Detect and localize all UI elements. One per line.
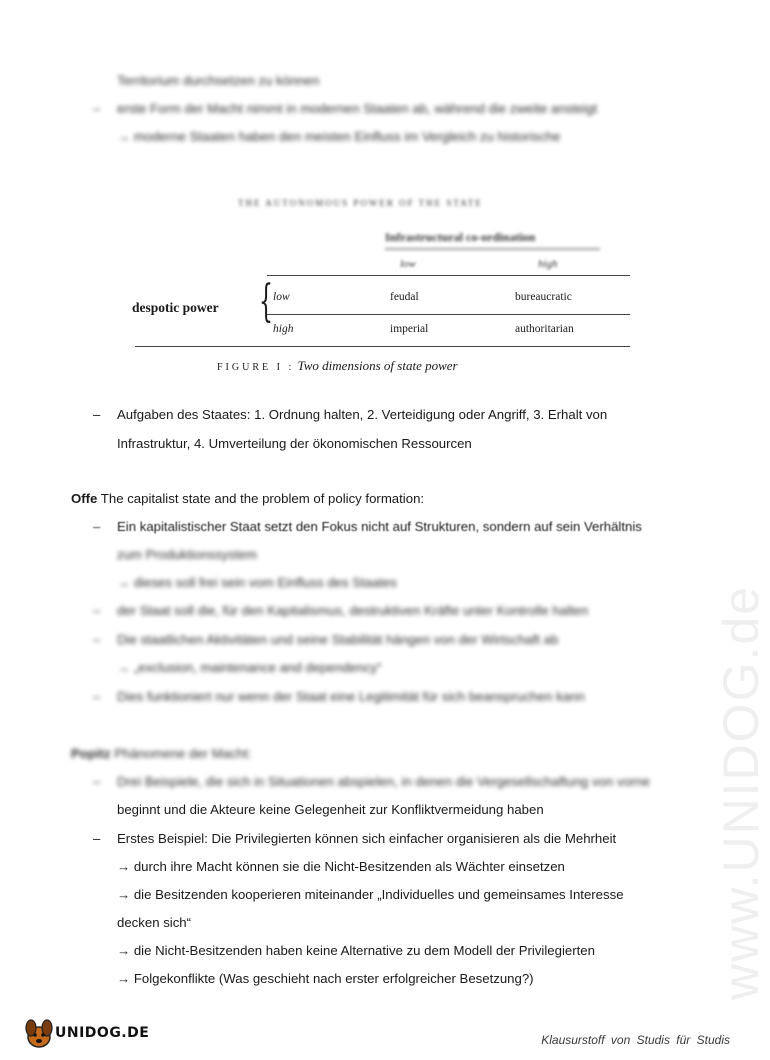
figure-caption-label: FIGURE I : xyxy=(217,362,295,373)
figure-divider xyxy=(385,248,600,250)
offe-bullet-1-line-2: zum Produktionssystem xyxy=(117,547,257,562)
blurred-line: Territorium durchsetzen zu können xyxy=(117,73,320,88)
figure-col-low: low xyxy=(400,258,416,270)
figure-column-header: Infrastructural co-ordination xyxy=(385,230,536,244)
figure-col-high: high xyxy=(538,258,558,270)
figure-row-low: low xyxy=(273,291,290,303)
popitz-heading xyxy=(71,745,251,763)
popitz-bullet-1-line-1: Drei Beispiele, die sich in Situationen abspielen, in denen die Vergesellschaftung von vorne xyxy=(117,774,650,789)
bullet-dash: – xyxy=(93,774,101,789)
popitz-arrow-2-line-2: decken sich“ xyxy=(117,915,192,930)
offe-name: Offe xyxy=(71,491,98,506)
figure-caption xyxy=(217,358,458,374)
bullet-dash: – xyxy=(93,831,101,846)
figure-rule xyxy=(135,346,630,347)
figure-rule xyxy=(267,314,630,315)
blurred-line: erste Form der Macht nimmt in modernen Staaten ab, während die zweite ansteigt xyxy=(117,101,598,116)
aufgaben-line-2: Infrastruktur, 4. Umverteilung der ökonomischen Ressourcen xyxy=(117,436,472,451)
figure-cell-authoritarian: authoritarian xyxy=(515,323,574,335)
popitz-title: Phänomene der Macht: xyxy=(110,746,252,761)
offe-bullet-4: Dies funktioniert nur wenn der Staat eine Legitimität für sich beanspruchen kann xyxy=(117,689,585,704)
state-power-figure xyxy=(130,190,630,380)
bullet-dash: – xyxy=(93,407,101,422)
aufgaben-line-1: Aufgaben des Staates: 1. Ordnung halten, 2. Verteidigung oder Angriff, 3. Erhalt von xyxy=(117,407,608,422)
popitz-arrow-1: → durch ihre Macht können sie die Nicht-Besitzenden als Wächter einsetzen xyxy=(117,859,565,874)
watermark: www.UNIDOG.de xyxy=(713,585,769,1000)
popitz-arrow-2-line-1: → die Besitzenden kooperieren miteinander „Individuelles und gemeinsames Interesse xyxy=(117,887,624,902)
logo-text: UNIDOG.DE xyxy=(55,1025,150,1041)
blurred-line: → moderne Staaten haben den meisten Einfluss im Vergleich zu historische xyxy=(117,129,561,144)
offe-bullet-3-arrow: → „exclusion, maintenance and dependency“ xyxy=(117,660,382,675)
figure-row-header: despotic power xyxy=(132,300,219,315)
popitz-bullet-2: Erstes Beispiel: Die Privilegierten können sich einfacher organisieren als die Mehrheit xyxy=(117,831,617,846)
unidog-logo[interactable] xyxy=(22,1015,152,1051)
bullet-dash: – xyxy=(93,632,101,647)
footer-tagline: Klausurstoff von Studis für Studis xyxy=(541,1033,730,1047)
bullet-dash: – xyxy=(93,519,101,534)
offe-bullet-2: der Staat soll die, für den Kapitalismus, destruktiven Kräfte unter Kontrolle halten xyxy=(117,603,589,618)
figure-cell-bureaucratic: bureaucratic xyxy=(515,291,572,303)
offe-heading xyxy=(71,490,424,508)
bullet-dash: – xyxy=(93,603,101,618)
bullet-dash: – xyxy=(93,101,101,116)
figure-cell-feudal: feudal xyxy=(390,291,419,303)
popitz-bullet-1-line-2: beginnt und die Akteure keine Gelegenheit zur Konfliktvermeidung haben xyxy=(117,802,544,817)
popitz-name: Popitz xyxy=(71,746,111,761)
figure-cell-imperial: imperial xyxy=(390,323,429,335)
brace-icon: { xyxy=(259,276,273,327)
dog-icon xyxy=(22,1015,56,1051)
offe-bullet-1-line-1: Ein kapitalistischer Staat setzt den Fokus nicht auf Strukturen, sondern auf sein Verhältnis xyxy=(117,519,642,534)
figure-caption-text: Two dimensions of state power xyxy=(297,358,458,373)
figure-rule xyxy=(267,275,630,276)
bullet-dash: – xyxy=(93,689,101,704)
popitz-arrow-4: → Folgekonflikte (Was geschieht nach erster erfolgreicher Besetzung?) xyxy=(117,971,534,986)
figure-title: THE AUTONOMOUS POWER OF THE STATE xyxy=(238,198,483,208)
offe-bullet-1-arrow: → dieses soll frei sein vom Einfluss des Staates xyxy=(117,575,397,590)
offe-title: The capitalist state and the problem of policy formation: xyxy=(97,491,425,506)
offe-bullet-3: Die staatlichen Aktivitäten und seine Stabilität hängen von der Wirtschaft ab xyxy=(117,632,559,647)
popitz-arrow-3: → die Nicht-Besitzenden haben keine Alternative zu dem Modell der Privilegierten xyxy=(117,943,595,958)
figure-row-high: high xyxy=(273,323,294,335)
